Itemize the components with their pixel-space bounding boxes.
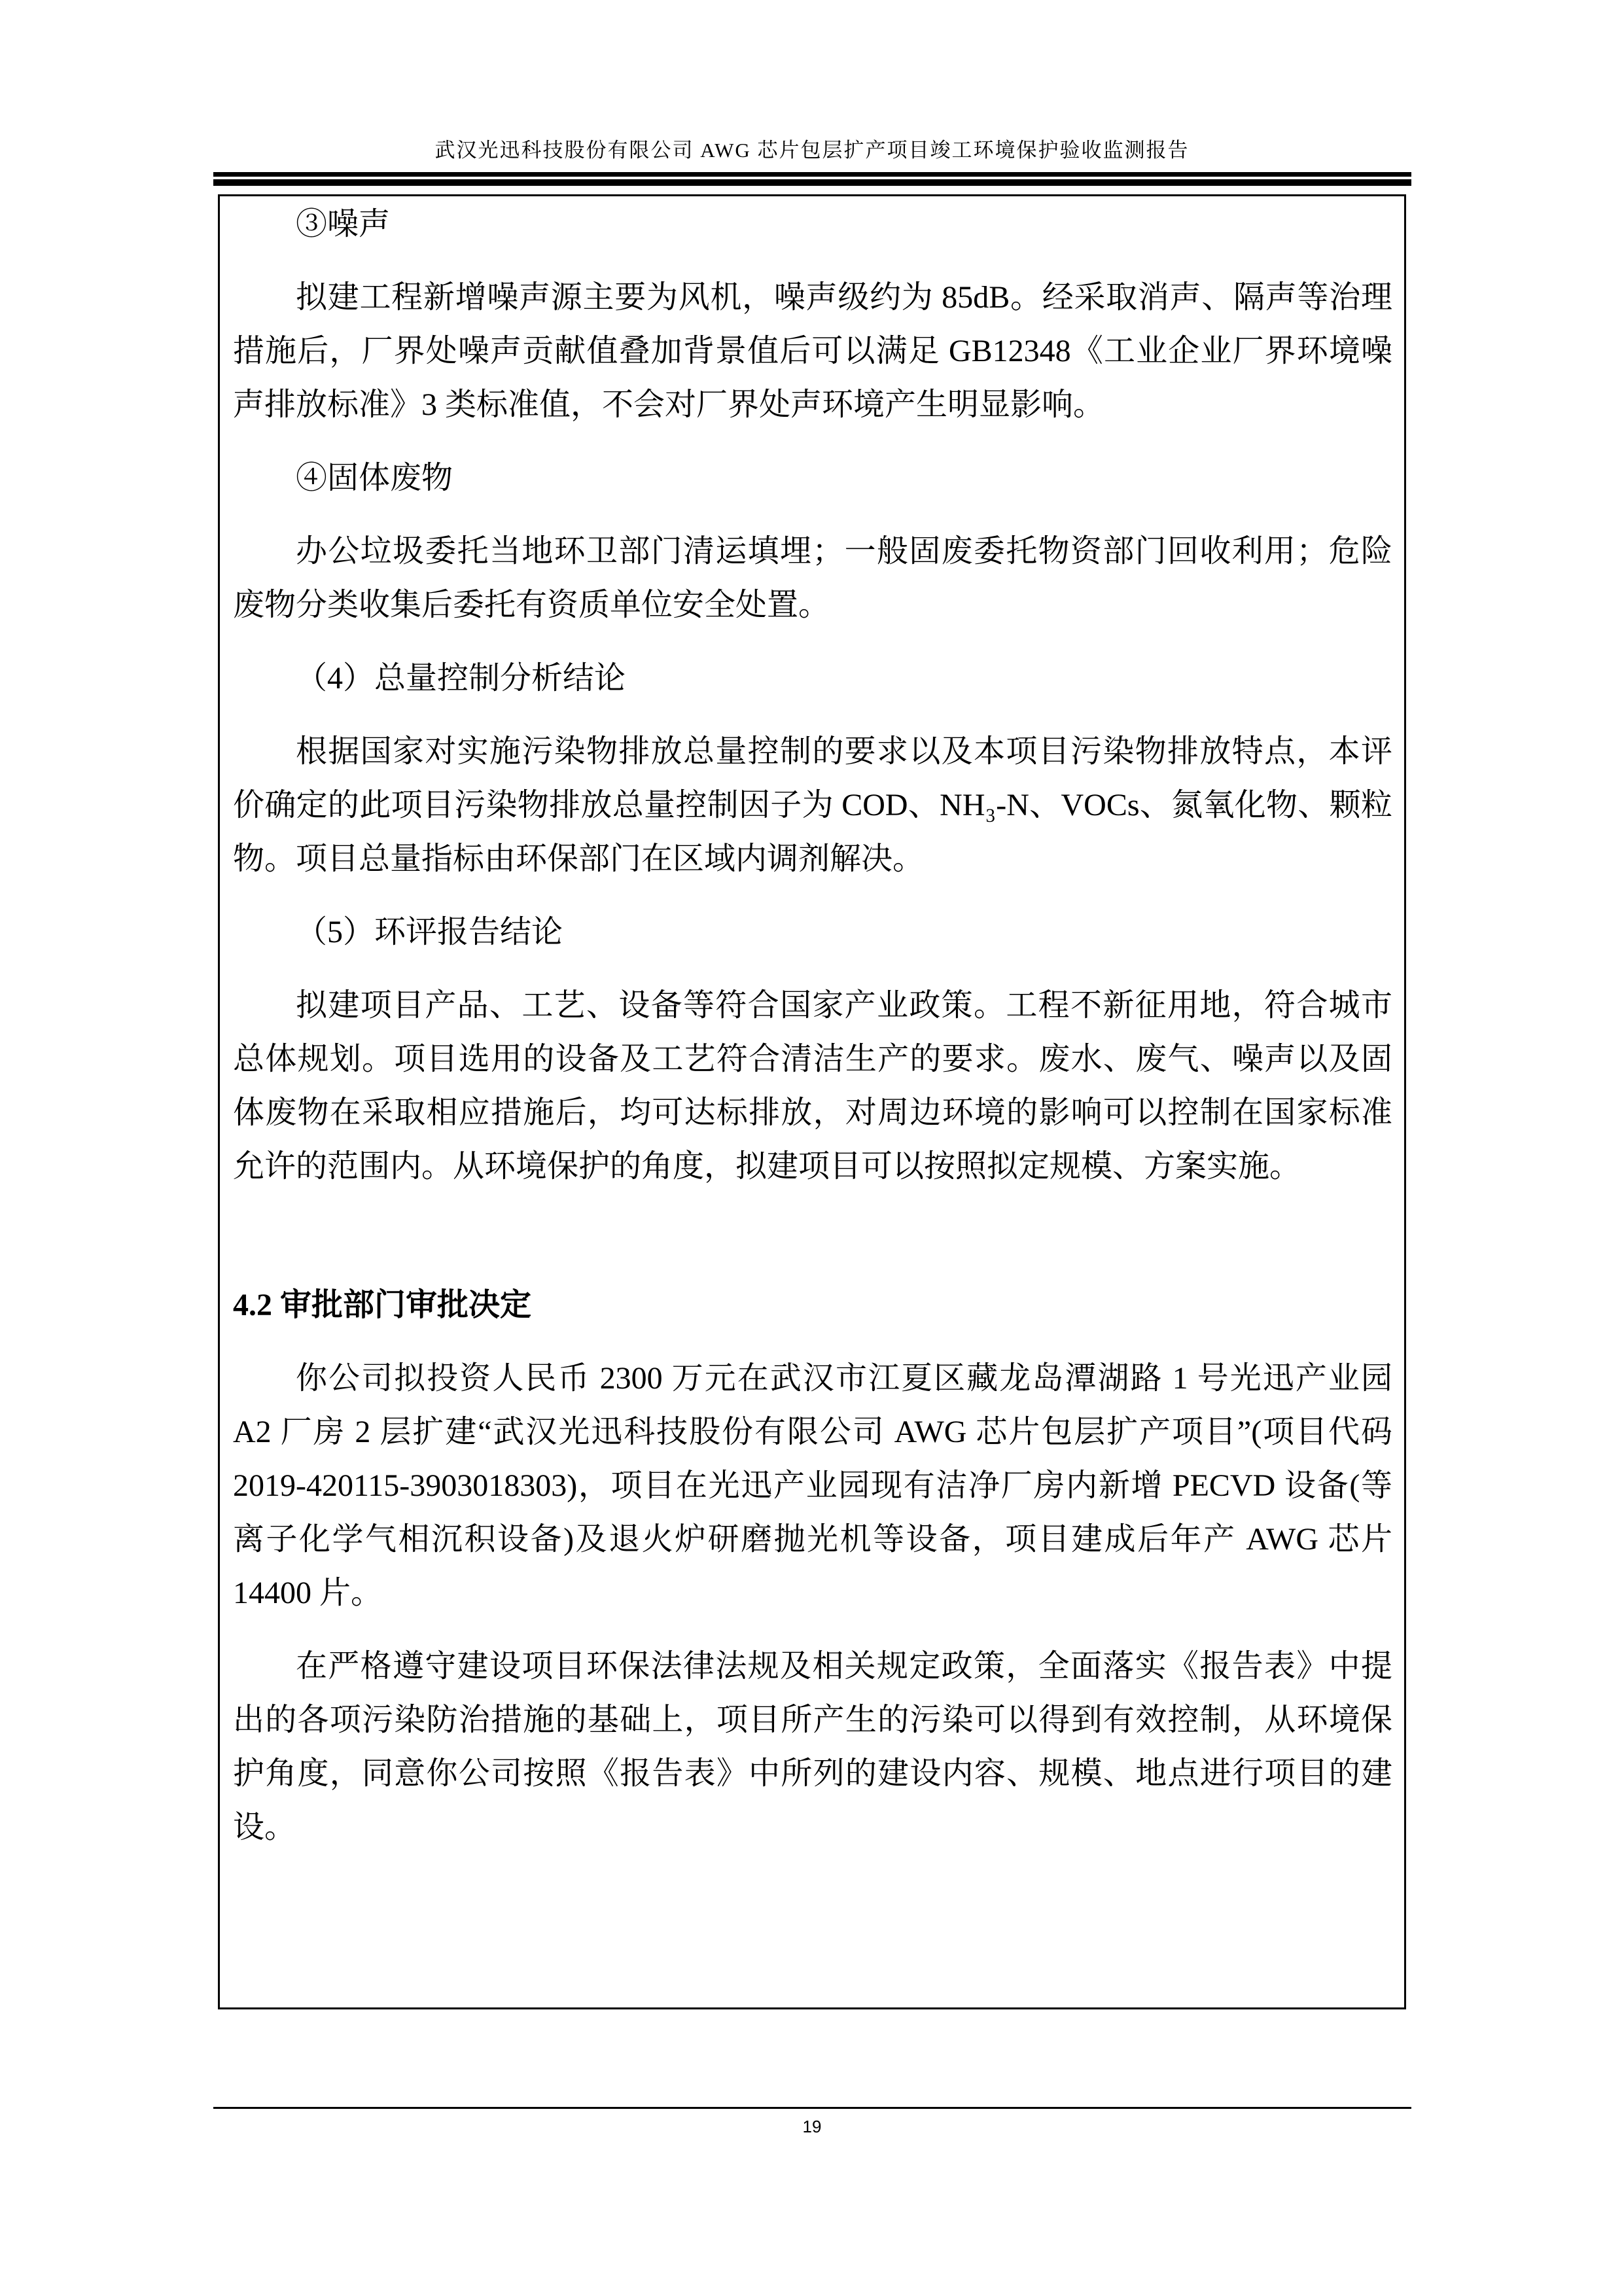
header-rule-thin <box>213 172 1411 177</box>
page-number: 19 <box>802 2117 822 2136</box>
subheading-total-amount-control: （4）总量控制分析结论 <box>296 661 626 696</box>
subheading-solid-waste: ④固体废物 <box>296 461 453 495</box>
paragraph-noise: 拟建工程新增噪声源主要为风机，噪声级约为 85dB。经采取消声、隔声等治理措施后，厂界处噪声贡献值叠加背景值后可以满足 GB12348《工业企业厂界环境噪声排放标准》3 类标准值，不会对厂界处声环境产生明显影响。 <box>233 280 1392 422</box>
report-header-title: 武汉光迅科技股份有限公司 AWG 芯片包层扩产项目竣工环境保护验收监测报告 <box>434 139 1190 162</box>
footer-rule <box>213 2107 1411 2109</box>
subheading-noise: ③噪声 <box>296 207 391 241</box>
content-border-box <box>218 194 1406 2009</box>
paragraph-eia-conclusion: 拟建项目产品、工艺、设备等符合国家产业政策。工程不新征用地，符合城市总体规划。项目选用的设备及工艺符合清洁生产的要求。废水、废气、噪声以及固体废物在采取相应措施后，均可达标排放，对周边环境的影响可以控制在国家标准允许的范围内。从环境保护的角度，拟建项目可以按照拟定规模、方案实施。 <box>233 988 1392 1184</box>
subheading-eia-conclusion: （5）环评报告结论 <box>296 915 563 949</box>
paragraph-solid-waste: 办公垃圾委托当地环卫部门清运填埋；一般固废委托物资部门回收利用；危险废物分类收集后委托有资质单位安全处置。 <box>233 534 1392 622</box>
paragraph-approval-investment: 你公司拟投资人民币 2300 万元在武汉市江夏区藏龙岛潭湖路 1 号光迅产业园 A2 厂房 2 层扩建“武汉光迅科技股份有限公司 AWG 芯片包层扩产项目”(项目代码 2019-420115-3903018303)，项目在光迅产业园现有洁净厂房内新增 PECVD 设备(等离子化学气相沉积设备)及退火炉研磨抛光机等设备，项目建成后年产 AWG 芯片 14400 片。 <box>233 1361 1392 1610</box>
section-heading-4-2-approval-decision: 4.2 审批部门审批决定 <box>233 1288 532 1322</box>
header-rule-thick <box>213 179 1411 186</box>
paragraph-approval-agreement: 在严格遵守建设项目环保法律法规及相关规定政策，全面落实《报告表》中提出的各项污染防治措施的基础上，项目所产生的污染可以得到有效控制，从环境保护角度，同意你公司按照《报告表》中所列的建设内容、规模、地点进行项目的建设。 <box>233 1649 1392 1845</box>
paragraph-total-amount-control: 根据国家对实施污染物排放总量控制的要求以及本项目污染物排放特点，本评价确定的此项目污染物排放总量控制因子为 COD、NH₃-N、VOCs、氮氧化物、颗粒物。项目总量指标由环保部门在区域内调剂解决。 <box>233 734 1392 876</box>
